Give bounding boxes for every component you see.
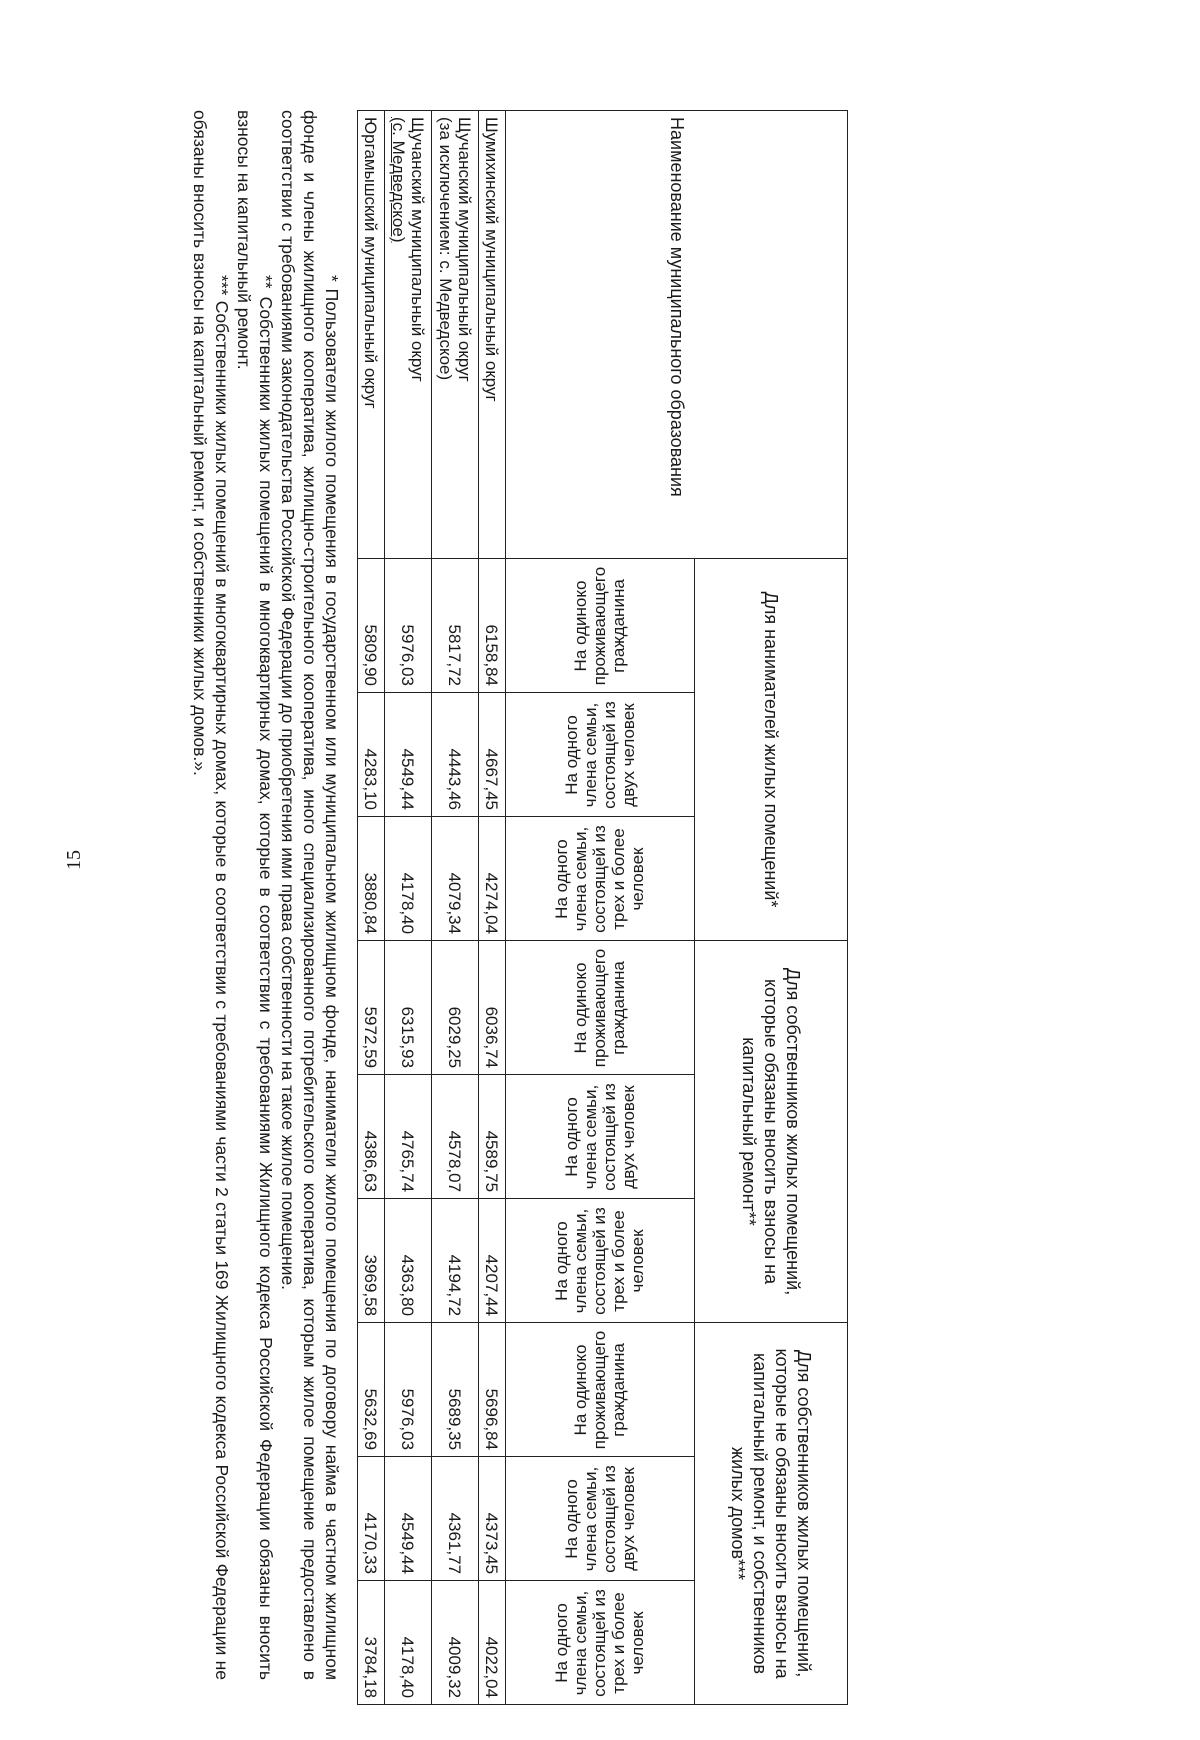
municipality-name-extra: (за исключением: с. Медведское) <box>436 117 455 381</box>
value-cell: 4549,44 <box>385 1457 432 1581</box>
subheader-three: На одного члена семьи, состоящей из трех и более человек <box>506 1581 695 1705</box>
municipality-name: Шумихинский муниципальный округ <box>479 111 506 559</box>
value-cell: 4022,04 <box>479 1581 506 1705</box>
value-cell: 4194,72 <box>432 1199 479 1323</box>
value-cell: 3784,18 <box>358 1581 385 1705</box>
value-cell: 4009,32 <box>432 1581 479 1705</box>
subheader-single: На одиноко проживающего гражданина <box>506 559 695 693</box>
subheader-single: На одиноко проживающего гражданина <box>506 941 695 1075</box>
municipality-name: Щучанский муниципальный округ (за исключением: с. Медведское) <box>432 111 479 559</box>
value-cell: 6036,74 <box>479 941 506 1075</box>
value-cell: 4373,45 <box>479 1457 506 1581</box>
value-cell: 4578,07 <box>432 1075 479 1199</box>
footnote-tenants: * Пользователи жилого помещения в государственном или муниципальном жилищном фонде, наниматели жилого помещения по договору найма в частном жилищном фонде и члены жилищного кооператива, жилищно-строительного кооператива, иного специализированного потребительского кооператива, которым жилое помещение предоставлено в соответствии с требованиями законодательства Российской Федерации до приобретения ими права собственности на такое жилое помещение. <box>278 110 342 1680</box>
value-cell: 6315,93 <box>385 941 432 1075</box>
group-header-owners-not-obliged: Для собственников жилых помещений, которые не обязаны вносить взносы на капитальный ремонт, и собственников жилых домов*** <box>695 1323 848 1705</box>
table-row <box>432 111 479 1705</box>
group-header-tenants: Для нанимателей жилых помещений* <box>695 559 848 941</box>
footnotes <box>189 110 343 1680</box>
value-cell: 6029,25 <box>432 941 479 1075</box>
value-cell: 5976,03 <box>385 1323 432 1457</box>
value-cell: 5817,72 <box>432 559 479 693</box>
value-cell: 5972,59 <box>358 941 385 1075</box>
value-cell: 4386,63 <box>358 1075 385 1199</box>
value-cell: 4765,74 <box>385 1075 432 1199</box>
value-cell: 3969,58 <box>358 1199 385 1323</box>
value-cell: 4178,40 <box>385 817 432 941</box>
value-cell: 4589,75 <box>479 1075 506 1199</box>
value-cell: 4178,40 <box>385 1581 432 1705</box>
value-cell: 4207,44 <box>479 1199 506 1323</box>
value-cell: 4170,33 <box>358 1457 385 1581</box>
footnote-owners-obliged: ** Собственники жилых помещений в многоквартирных домах, которые в соответствии с требованиями Жилищного кодекса Российской Федерации обязаны вносить взносы на капитальный ремонт. <box>234 110 276 1680</box>
subheader-three: На одного члена семьи, состоящей из трех и более человек <box>506 1199 695 1323</box>
value-cell: 5809,90 <box>358 559 385 693</box>
page-number: 15 <box>63 850 85 870</box>
value-cell: 5696,84 <box>479 1323 506 1457</box>
subheader-two: На одного члена семьи, состоящей из двух человек <box>506 1457 695 1581</box>
value-cell: 4549,44 <box>385 693 432 817</box>
table-row <box>358 111 385 1705</box>
rotated-content <box>128 110 848 1740</box>
table-row <box>479 111 506 1705</box>
value-cell: 4361,77 <box>432 1457 479 1581</box>
value-cell: 4363,80 <box>385 1199 432 1323</box>
value-cell: 5976,03 <box>385 559 432 693</box>
municipality-name: Юргамышский муниципальный округ <box>358 111 385 559</box>
value-cell: 3880,84 <box>358 817 385 941</box>
cost-table <box>357 110 848 1705</box>
value-cell: 4443,46 <box>432 693 479 817</box>
municipality-name: Щучанский муниципальный округ (с. Медведское) <box>385 111 432 559</box>
value-cell: 4079,34 <box>432 817 479 941</box>
municipality-name-extra: (с. Медведское) <box>389 117 408 243</box>
subheader-single: На одиноко проживающего гражданина <box>506 1323 695 1457</box>
group-header-owners-obliged: Для собственников жилых помещений, которые обязаны вносить взносы на капитальный ремонт** <box>695 941 848 1323</box>
footnote-owners-not-obliged: *** Собственники жилых помещений в многоквартирных домах, которые в соответствии с требованиями части 2 статьи 169 Жилищного кодекса Российской Федерации не обязаны вносить взносы на капитальный ремонт, и собственники жилых домов.». <box>190 110 232 1680</box>
value-cell: 5632,69 <box>358 1323 385 1457</box>
subheader-two: На одного члена семьи, состоящей из двух человек <box>506 693 695 817</box>
value-cell: 4283,10 <box>358 693 385 817</box>
value-cell: 4667,45 <box>479 693 506 817</box>
value-cell: 5689,35 <box>432 1323 479 1457</box>
table-row <box>385 111 432 1705</box>
value-cell: 6158,84 <box>479 559 506 693</box>
value-cell: 4274,04 <box>479 817 506 941</box>
municipality-column-header: Наименование муниципального образования <box>506 111 848 559</box>
subheader-two: На одного члена семьи, состоящей из двух человек <box>506 1075 695 1199</box>
subheader-three: На одного члена семьи, состоящей из трех и более человек <box>506 817 695 941</box>
